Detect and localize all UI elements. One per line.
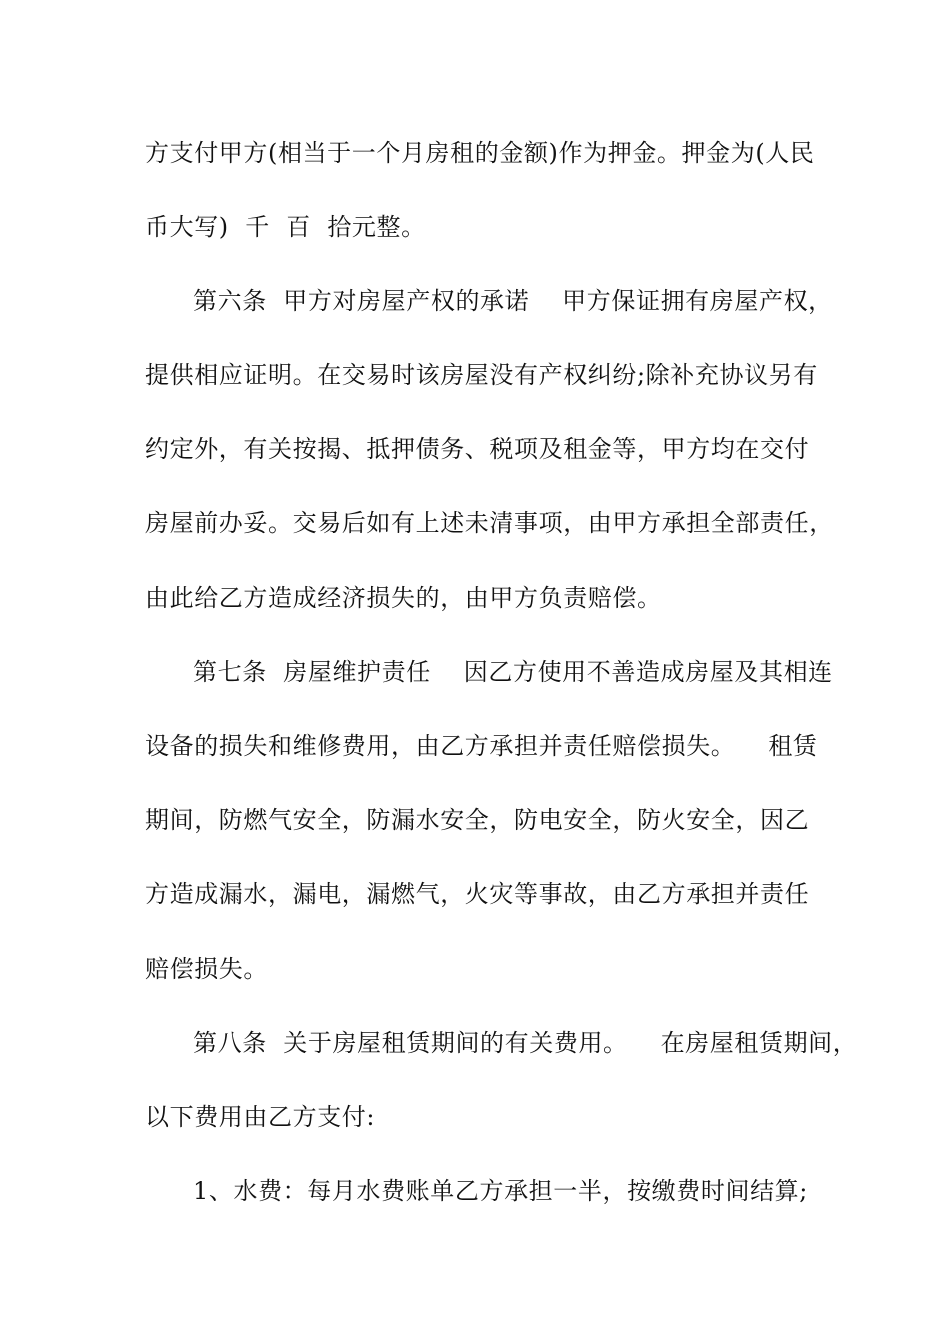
text-line: 方支付甲方(相当于一个月房租的金额)作为押金。押金为(人民 <box>145 139 815 167</box>
text-line: 提供相应证明。在交易时该房屋没有产权纠纷;除补充协议另有 <box>145 361 818 389</box>
text-line: 设备的损失和维修费用，由乙方承担并责任赔偿损失。 租赁 <box>145 732 818 760</box>
text-line: 币大写) 千 百 拾元整。 <box>145 213 426 241</box>
text-line: 期间，防燃气安全，防漏水安全，防电安全，防火安全，因乙 <box>145 806 810 834</box>
text-line: 方造成漏水，漏电，漏燃气，火灾等事故，由乙方承担并责任 <box>145 880 810 908</box>
list-item-water-fee: 1、水费：每月水费账单乙方承担一半，按缴费时间结算; <box>193 1177 808 1205</box>
text-line: 以下费用由乙方支付: <box>145 1103 376 1131</box>
text-line: 由此给乙方造成经济损失的，由甲方负责赔偿。 <box>145 584 662 612</box>
article-6-heading-line: 第六条 甲方对房屋产权的承诺 甲方保证拥有房屋产权， <box>193 287 833 315</box>
article-8-heading-line: 第八条 关于房屋租赁期间的有关费用。 在房屋租赁期间， <box>193 1029 858 1057</box>
article-7-heading-line: 第七条 房屋维护责任 因乙方使用不善造成房屋及其相连 <box>193 658 833 686</box>
text-line: 约定外，有关按揭、抵押债务、税项及租金等，甲方均在交付 <box>145 435 810 463</box>
text-line: 赔偿损失。 <box>145 955 268 983</box>
text-line: 房屋前办妥。交易后如有上述未清事项，由甲方承担全部责任， <box>145 509 834 537</box>
